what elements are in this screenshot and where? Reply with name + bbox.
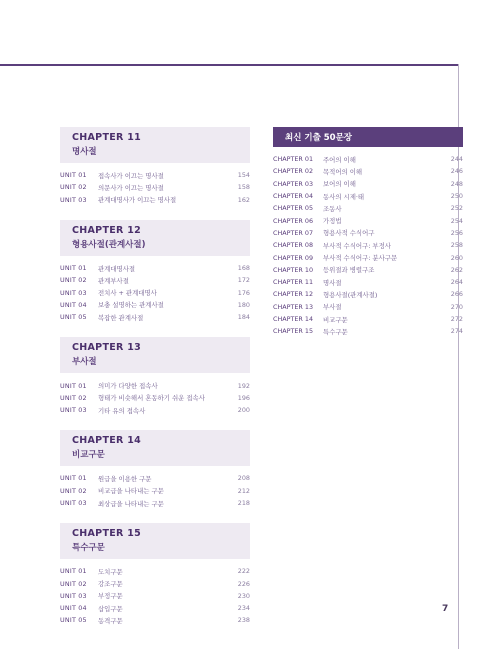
toc-entry[interactable]	[60, 299, 250, 311]
chapter-title: 특수구문	[72, 543, 105, 554]
unit-title: 최상급을 나타내는 구문	[98, 499, 164, 508]
unit-code: UNIT 01	[60, 567, 87, 576]
chapter-section	[60, 523, 250, 626]
chapter-title: 형용사절(관계사절)	[72, 239, 146, 250]
chapter-code: CHAPTER 09	[273, 253, 314, 262]
chapter-title: 조동사	[323, 204, 342, 213]
unit-page: 162	[237, 195, 250, 204]
chapter-title: 비교구문	[72, 450, 105, 461]
chapter-title: 특수구문	[323, 327, 348, 336]
toc-entry[interactable]	[273, 227, 463, 239]
unit-page: 196	[237, 393, 250, 402]
unit-page: 234	[237, 604, 250, 613]
unit-title: 의미가 다양한 접속사	[98, 382, 158, 391]
chapter-title: 등위절과 병렬구조	[323, 266, 375, 275]
chapter-code: CHAPTER 07	[273, 228, 314, 237]
chapter-page: 260	[450, 253, 463, 262]
chapter-page: 266	[450, 290, 463, 299]
unit-title: 부정구문	[98, 592, 123, 601]
chapter-code: CHAPTER 03	[273, 179, 314, 188]
unit-title: 원급을 이용한 구문	[98, 474, 152, 483]
chapter-page: 274	[450, 327, 463, 336]
unit-title: 복잡한 관계사절	[98, 313, 144, 322]
chapter-title: 부사절	[323, 303, 342, 312]
toc-entry[interactable]	[273, 178, 463, 190]
unit-code: UNIT 05	[60, 313, 87, 322]
chapter-title: 목적어의 이해	[323, 167, 363, 176]
chapter-number: CHAPTER 14	[72, 435, 142, 447]
unit-page: 218	[237, 499, 250, 507]
unit-code: UNIT 02	[60, 183, 87, 192]
unit-code: UNIT 03	[60, 591, 87, 600]
unit-page: 226	[237, 579, 250, 588]
top-rule	[0, 64, 458, 66]
unit-code: UNIT 04	[60, 604, 87, 613]
chapter-code: CHAPTER 06	[273, 216, 314, 225]
unit-page: 180	[237, 300, 250, 309]
unit-title: 관계부사절	[98, 276, 129, 285]
chapter-code: CHAPTER 05	[273, 204, 314, 213]
chapter-page: 248	[450, 179, 463, 188]
unit-code: UNIT 02	[60, 486, 87, 495]
chapter-code: CHAPTER 11	[273, 278, 314, 287]
unit-page: 158	[237, 183, 250, 192]
chapter-title: 부사절	[72, 357, 97, 368]
chapter-code: CHAPTER 12	[273, 290, 314, 299]
toc-right-column	[273, 127, 463, 337]
toc-entry[interactable]	[60, 404, 250, 416]
unit-page: 222	[237, 567, 250, 576]
unit-code: UNIT 03	[60, 406, 87, 415]
chapter-code: CHAPTER 04	[273, 192, 314, 201]
unit-page: 230	[237, 591, 250, 600]
unit-page: 172	[237, 276, 250, 285]
chapter-title: 부사적 수식어구: 부정사	[323, 241, 391, 250]
toc-entry[interactable]	[273, 202, 463, 214]
recent-heading: 최신 기출 50문장	[273, 127, 463, 147]
chapter-title: 보어의 이해	[323, 180, 356, 189]
chapter-title: 주어의 이해	[323, 155, 356, 164]
unit-code: UNIT 01	[60, 474, 87, 483]
unit-page: 238	[237, 616, 250, 625]
unit-title: 도치구문	[98, 567, 123, 576]
chapter-code: CHAPTER 08	[273, 241, 314, 250]
unit-list	[60, 466, 250, 509]
unit-list	[60, 256, 250, 323]
chapter-page: 270	[450, 302, 463, 311]
toc-entry[interactable]	[273, 276, 463, 288]
unit-code: UNIT 05	[60, 616, 87, 625]
toc-entry[interactable]	[273, 313, 463, 325]
unit-code: UNIT 04	[60, 300, 87, 309]
unit-title: 강조구문	[98, 580, 123, 589]
unit-page: 176	[237, 288, 250, 297]
unit-code: UNIT 03	[60, 288, 87, 297]
unit-title: 삽입구문	[98, 604, 123, 613]
page-number: 7	[442, 604, 449, 614]
chapter-section	[60, 337, 250, 416]
chapter-number: CHAPTER 12	[72, 224, 142, 236]
chapter-page: 254	[450, 216, 463, 225]
toc-entry[interactable]	[60, 392, 250, 404]
toc-entry[interactable]	[60, 311, 250, 323]
chapter-code: CHAPTER 14	[273, 315, 314, 323]
toc-entry[interactable]	[273, 301, 463, 313]
toc-entry[interactable]	[60, 565, 250, 577]
unit-code: UNIT 01	[60, 381, 87, 390]
unit-code: UNIT 02	[60, 579, 87, 588]
unit-title: 동격구문	[98, 616, 123, 625]
toc-entry[interactable]	[60, 379, 250, 391]
toc-entry[interactable]	[60, 577, 250, 589]
toc-entry[interactable]	[60, 497, 250, 509]
toc-entry[interactable]	[60, 485, 250, 497]
toc-entry[interactable]	[60, 590, 250, 602]
chapter-title: 가정법	[323, 217, 342, 226]
chapter-section	[60, 430, 250, 509]
toc-entry[interactable]	[273, 165, 463, 177]
unit-page: 154	[237, 171, 250, 180]
toc-entry[interactable]	[60, 274, 250, 286]
unit-list	[60, 559, 250, 626]
chapter-title: 형용사적 수식어구	[323, 229, 375, 238]
unit-page: 192	[237, 381, 250, 390]
toc-entry[interactable]	[60, 602, 250, 614]
toc-entry[interactable]	[273, 214, 463, 226]
toc-entry[interactable]	[60, 286, 250, 298]
toc-entry[interactable]	[273, 264, 463, 276]
chapter-header	[60, 337, 250, 373]
chapter-section	[60, 220, 250, 323]
chapter-title: 부사적 수식어구: 분사구문	[323, 254, 398, 263]
chapter-number: CHAPTER 13	[72, 342, 142, 354]
unit-page: 208	[237, 474, 250, 483]
toc-entry[interactable]	[60, 614, 250, 626]
unit-title: 접속사가 이끄는 명사절	[98, 171, 164, 180]
toc-entry[interactable]	[60, 194, 250, 206]
chapter-page: 252	[450, 204, 463, 213]
chapter-page: 250	[450, 192, 463, 201]
unit-title: 관계대명사절	[98, 264, 136, 273]
chapter-title: 명사절	[72, 147, 97, 157]
chapter-title: 동사의 시제·태	[323, 192, 365, 201]
unit-code: UNIT 02	[60, 276, 87, 285]
toc-entry[interactable]	[273, 251, 463, 263]
chapter-page: 256	[450, 228, 463, 237]
chapter-section	[60, 127, 250, 206]
unit-page: 184	[237, 313, 250, 322]
toc-entry[interactable]	[273, 190, 463, 202]
chapter-page: 258	[450, 241, 463, 250]
chapter-page: 262	[450, 265, 463, 274]
chapter-page: 244	[450, 155, 463, 164]
chapter-page: 246	[450, 167, 463, 176]
unit-code: UNIT 03	[60, 499, 87, 507]
unit-code: UNIT 01	[60, 264, 87, 273]
toc-entry[interactable]	[60, 262, 250, 274]
unit-title: 의문사가 이끄는 명사절	[98, 183, 164, 192]
unit-page: 168	[237, 264, 250, 273]
toc-entry[interactable]	[273, 325, 463, 337]
unit-list	[60, 163, 250, 206]
chapter-header	[60, 523, 250, 559]
toc-left-column	[60, 127, 250, 641]
toc-entry[interactable]	[60, 181, 250, 193]
chapter-number: CHAPTER 15	[72, 528, 142, 540]
chapter-title: 형용사절(관계사절)	[323, 290, 378, 299]
unit-title: 전치사 + 관계대명사	[98, 289, 157, 298]
chapter-code: CHAPTER 13	[273, 302, 314, 311]
unit-title: 보충 설명하는 관계사절	[98, 301, 164, 310]
chapter-page: 264	[450, 278, 463, 287]
unit-code: UNIT 01	[60, 171, 87, 180]
unit-code: UNIT 02	[60, 393, 87, 402]
unit-title: 형태가 비슷해서 혼동하기 쉬운 접속사	[98, 394, 205, 403]
chapter-header	[60, 127, 250, 163]
unit-title: 기타 유의 접속사	[98, 406, 146, 415]
unit-title: 비교급을 나타내는 구문	[98, 487, 164, 496]
toc-entry[interactable]	[60, 472, 250, 484]
chapter-header	[60, 430, 250, 466]
unit-page: 212	[237, 486, 250, 495]
chapter-title: 명사절	[323, 278, 342, 287]
unit-title: 관계대명사가 이끄는 명사절	[98, 196, 177, 205]
toc-entry[interactable]	[273, 239, 463, 251]
unit-page: 200	[237, 406, 250, 415]
unit-code: UNIT 03	[60, 195, 87, 204]
toc-entry[interactable]	[273, 153, 463, 165]
chapter-code: CHAPTER 15	[273, 327, 314, 336]
recent-list	[273, 147, 463, 337]
chapter-title: 비교구문	[323, 315, 348, 324]
chapter-number: CHAPTER 11	[72, 132, 142, 143]
chapter-code: CHAPTER 10	[273, 265, 314, 274]
chapter-page: 272	[450, 315, 463, 323]
chapter-header	[60, 220, 250, 256]
toc-entry[interactable]	[60, 169, 250, 181]
chapter-code: CHAPTER 02	[273, 167, 314, 176]
toc-entry[interactable]	[273, 288, 463, 300]
unit-list	[60, 373, 250, 416]
chapter-code: CHAPTER 01	[273, 155, 314, 164]
